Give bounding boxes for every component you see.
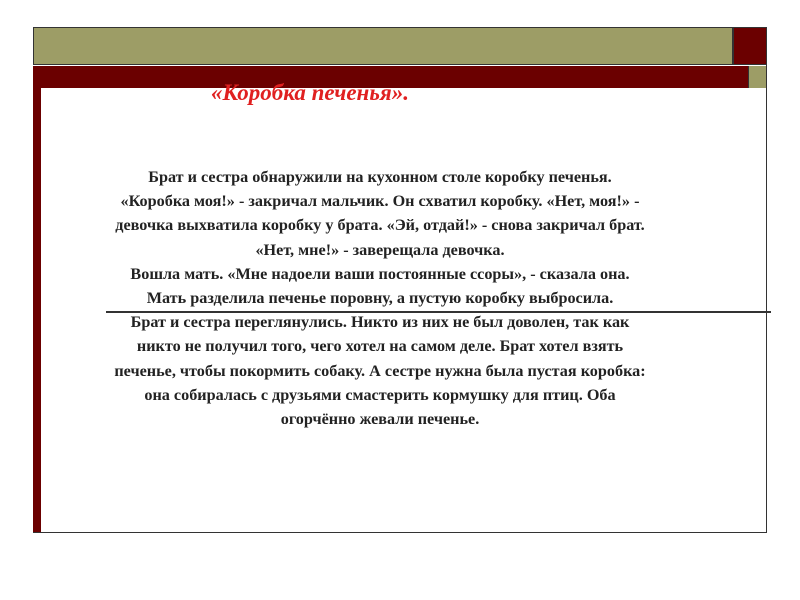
story-line: Вошла мать. «Мне надоели ваши постоянные ссоры», - сказала она. — [130, 264, 630, 283]
frame-right-border — [766, 27, 767, 533]
story-line: Мать разделила печенье поровну, а пустую коробку выбросила. — [146, 289, 614, 308]
story-line: печенье, чтобы покормить собаку. А сестре нужна была пустая коробка: — [114, 361, 646, 380]
slide-title: «Коробка печенья». — [211, 80, 409, 105]
story-line: огорчённо жевали печенье. — [280, 410, 480, 429]
story-line: она собиралась с друзьями смастерить кормушку для птиц. Оба — [144, 385, 616, 404]
header-olive-bar — [33, 27, 733, 65]
story-line: Брат и сестра переглянулись. Никто из них не был доволен, так как — [130, 313, 630, 332]
story-line: никто не получил того, чего хотел на самом деле. Брат хотел взять — [136, 337, 624, 356]
story-line: «Коробка моя!» - закричал мальчик. Он схватил коробку. «Нет, моя!» - — [120, 192, 640, 211]
story-line: «Нет, мне!» - заверещала девочка. — [255, 240, 505, 259]
frame-bottom-border — [33, 532, 767, 533]
story-line: Брат и сестра обнаружили на кухонном столе коробку печенья. — [148, 168, 612, 186]
story-line: девочка выхватила коробку у брата. «Эй, отдай!» - снова закричал брат. — [115, 216, 645, 235]
header-olive-square — [748, 66, 767, 88]
header-red-square — [733, 27, 767, 65]
story-text — [40, 165, 720, 431]
